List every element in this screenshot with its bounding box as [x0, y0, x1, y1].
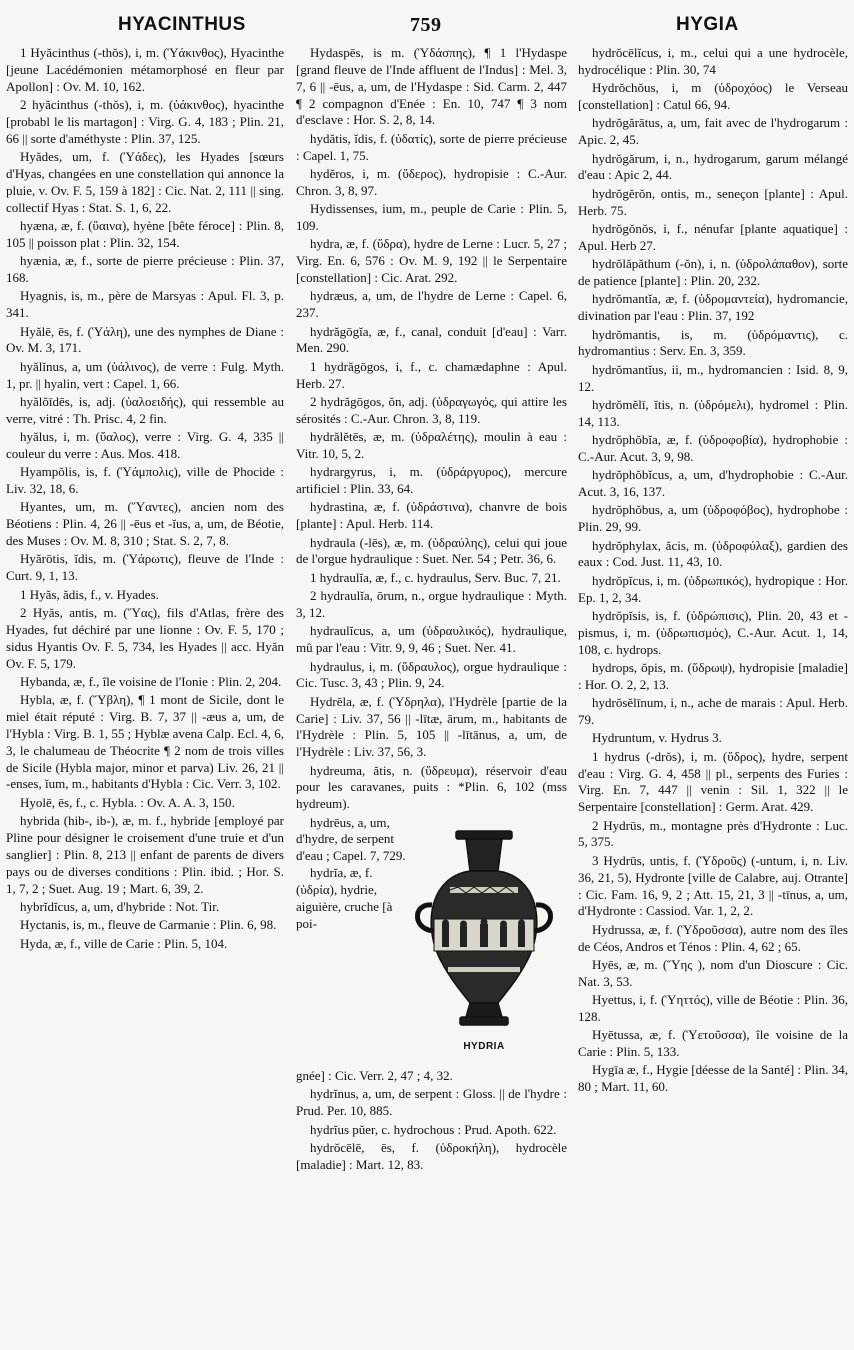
entry: hydrŏgŏnŏs, i, f., nénufar [plante aquatique] : Apul. Herb 27.: [578, 220, 848, 253]
entry: Hydruntum, v. Hydrus 3.: [592, 730, 722, 746]
entry: hydreuma, ătis, n. (ὕδρευμα), réservoir d'eau pour les caravanes, puits : *Plin. 6, 102 (mss hydreum).: [296, 762, 567, 812]
entry: hyălus, i, m. (ὕαλος), verre : Virg. G. 4, 335 || couleur du verre : Aus. Mos. 418.: [6, 429, 284, 461]
vase-caption: HYDRIA: [463, 1040, 505, 1052]
entry: 1 hydrăgōgos, i, f., c. chamædaphne : Apul. Herb. 27.: [296, 358, 567, 391]
entry: hydrargyrus, i, m. (ὑδράργυρος), mercure artificiel : Plin. 33, 64.: [296, 464, 567, 497]
entry: hydrŏsĕlīnum, i, n., ache de marais : Apul. Herb. 79.: [578, 695, 848, 728]
entry: hydrŏpĭcus, i, m. (ὑδρωπικός), hydropique : Hor. Ep. 1, 2, 34.: [578, 572, 848, 605]
entry: Hyădes, um, f. (Ὑάδες), les Hyades [sœurs d'Hyas, changées en une constellation qui annonce la pluie, v. Ov. F. 5, 159 à 182] : Cic. Nat. 2, 111 || sing. collectif Hyas : Stat. S. 1, 6, 22.: [6, 149, 284, 215]
entry: hydraulus, i, m. (ὕδραυλος), orgue hydraulique : Cic. Tusc. 3, 43 ; Plin. 9, 24.: [296, 658, 567, 691]
entry: 3 Hydrūs, untis, f. (Ὑδροῦς) (-untum, i, n. Liv. 36, 21, 5), Hydronte [ville de Calabre, auj. Otrante] : Cic. Fam. 16, 9, 2 ; Att. 15, 21, 3 || -tīnus, a, um, d'Hydronte : Cassiod. Var. 1, 2, 2.: [578, 852, 848, 919]
entry: hydrŏcēlē, ēs, f. (ὑδροκήλη), hydrocèle [maladie] : Mart. 12, 83.: [296, 1140, 567, 1172]
entry: Hybanda, æ, f., île voisine de l'Ionie : Plin. 2, 204.: [20, 673, 282, 689]
entry: hyălĭnus, a, um (ὑάλινος), de verre : Fulg. Myth. 1, pr. || hyalin, vert : Capel. 1, 66.: [6, 358, 284, 391]
entry: hydra, æ, f. (ὕδρα), hydre de Lerne : Lucr. 5, 27 ; Virg. En. 6, 576 : Ov. M. 9, 192 || le Serpentaire [constellation] : Cic. Arat. 292.: [296, 236, 567, 285]
entry: hybrida (hib-, ib-), æ, m. f., hybride [employé par Pline pour désigner le croisement d'une truie et d'un sanglier] : Plin. 8, 213 || enfant de parents de divers pays ou de diverses conditions : Plin. ibid. ; Hor. S. 1, 7, 2 ; Suet. Aug. 19 ; Mart. 6, 39, 2.: [6, 813, 284, 896]
entry: hydrŏphŏbus, a, um (ὑδροφόβος), hydrophobe : Plin. 29, 99.: [578, 502, 848, 535]
entry: Hydrŏchŏus, i, m (ὑδροχόος) le Verseau [constellation] : Catul 66, 94.: [578, 80, 848, 113]
entry: Hyctanis, is, m., fleuve de Carmanie : Plin. 6, 98.: [20, 917, 277, 933]
entry: hydrops, ŏpis, m. (ὕδρωψ), hydropisie [maladie] : Hor. O. 2, 2, 13.: [578, 660, 848, 692]
entry: hydræus, a, um, de l'hydre de Lerne : Capel. 6, 237.: [296, 288, 567, 321]
page-number: 759: [410, 14, 442, 36]
entry: hydrĭa, æ, f. (ὑδρία), hydrie, aiguière, cruche [à poi-: [296, 865, 393, 931]
entry: Hydrussa, æ, f. (Ὑδροῦσσα), autre nom des îles de Céos, Andros et Ténos : Plin. 4, 62 ; 65.: [578, 921, 848, 954]
header-left-word: HYACINTHUS: [118, 14, 246, 35]
entry: Hyărōtis, ĭdis, m. (Ὑάρωτις), fleuve de l'Inde : Curt. 9, 1, 13.: [6, 551, 284, 584]
entry: Hydaspēs, is m. (Ὑδάσπης), ¶ 1 l'Hydaspe [grand fleuve de l'Inde affluent de l'Indus] : Mel. 3, 7, 6 || -ēus, a, um, de l'Hydaspe : Sid. Carm. 2, 447 ¶ 2 compagnon d'Enée : En. 10, 747 ¶ 3 nom d'esclave : Hor. S. 2, 8, 14.: [296, 45, 567, 128]
entry: Hyda, æ, f., ville de Carie : Plin. 5, 104.: [20, 935, 228, 951]
entry: Hyēs, æ, m. (Ὕης ), nom d'un Dioscure : Cic. Nat. 3, 53.: [578, 956, 848, 989]
entry: hydrŏmĕlī, ĭtis, n. (ὑδρόμελι), hydromel : Plin. 14, 113.: [578, 396, 848, 429]
entry: gnée] : Cic. Verr. 2, 47 ; 4, 32.: [296, 1068, 453, 1084]
page-header: [0, 8, 854, 38]
entry: Hyettus, i, f. (Ὑηττός), ville de Béotie : Plin. 36, 128.: [578, 992, 848, 1024]
entry: Hydrēla, æ, f. (Ὑδρηλα), l'Hydrèle [partie de la Carie] : Liv. 37, 56 || -lītæ, ārum, m., habitants de l'Hydrèle : Plin. 5, 105 || -lītānus, a, um, de l'Hydrèle : Liv. 37, 56, 3.: [296, 693, 567, 760]
entry: hydătis, ĭdis, f. (ὑδατίς), sorte de pierre précieuse : Capel. 1, 75.: [296, 130, 567, 163]
entry: hyălŏīdēs, is, adj. (ὑαλοειδής), qui ressemble au verre, vitré : Th. Prisc. 4, 2 fin.: [6, 393, 284, 426]
entry: hydrŏmantĭus, ii, m., hydromancien : Isid. 8, 9, 12.: [578, 361, 848, 394]
entry: Hygīa æ, f., Hygie [déesse de la Santé] : Plin. 34, 80 ; Mart. 11, 60.: [578, 1062, 848, 1095]
hydria-text: [296, 815, 408, 933]
entry: 2 Hyăs, antis, m. (Ὕας), fils d'Atlas, frère des Hyades, fut déchiré par une lionne : Ov. F. 5, 170 ; sidus Hyantis Ov. F. 5, 734, les Hyades || acc. Hyăn Ov. F. 5, 179.: [6, 605, 284, 671]
entry: hydrăgōgĭa, æ, f., canal, conduit [d'eau] : Varr. Men. 290.: [296, 323, 567, 356]
entry: hydrēus, a, um, d'hydre, de serpent d'eau ; Capel. 7, 729.: [296, 814, 406, 864]
column-middle: [296, 45, 567, 1345]
entry: hydrŏgĕrŏn, ontis, m., seneçon [plante] : Apul. Herb. 75.: [578, 185, 848, 218]
entry: hydĕros, i, m. (ὕδερος), hydropisie : C.-Aur. Chron. 3, 8, 97.: [296, 165, 567, 198]
entry: 2 Hydrūs, m., montagne près d'Hydronte : Luc. 5, 375.: [578, 817, 848, 850]
hydria-vase-figure: [410, 827, 558, 1057]
entry: 1 Hyăcinthus (-thŏs), i, m. (Ὑάκινθος), Hyacinthe [jeune Lacédémonien métamorphosé en fleur par Apollon] : Ov. M. 10, 162.: [6, 45, 284, 94]
entry: hydraula (-lēs), æ, m. (ὑδραύλης), celui qui joue de l'orgue hydraulique : Suet. Ner. 54 ; Petr. 36, 6.: [296, 534, 567, 567]
entry: hyænia, æ, f., sorte de pierre précieuse : Plin. 37, 168.: [6, 253, 284, 285]
entry: 2 hydraulĭa, ōrum, n., orgue hydraulique : Myth. 3, 12.: [296, 588, 567, 620]
entry: hydrŏphŏbĭa, æ, f. (ὑδροφοβία), hydrophobie : C.-Aur. Acut. 3, 9, 98.: [578, 432, 848, 464]
entry: hydrŏphylax, ăcis, m. (ὑδροφύλαξ), gardien des eaux : Cod. Just. 11, 43, 10.: [578, 537, 848, 570]
column-left: [6, 45, 284, 1345]
entry: 2 hyăcinthus (-thŏs), i, m. (ὑάκινθος), hyacinthe [probabl le lis martagon] : Virg. G. 4, 183 ; Plin. 21, 66 || sorte d'améthyste : Plin. 37, 125.: [6, 97, 284, 146]
entry: hydrŏphŏbĭcus, a, um, d'hydrophobie : C.-Aur. Acut. 3, 16, 137.: [578, 467, 848, 500]
entry: hydrĭus pŭer, c. hydrochous : Prud. Apoth. 622.: [310, 1121, 557, 1137]
entry: Hyălē, ēs, f. (Ὑάλη), une des nymphes de Diane : Ov. M. 3, 171.: [6, 323, 284, 356]
entry: 2 hydrăgōgos, ŏn, adj. (ὑδραγωγός, qui attire les sérosités : C.-Aur. Chron. 3, 8, 119.: [296, 393, 567, 426]
entry: Hyantes, um, m. (Ὕαντες), ancien nom des Béotiens : Plin. 4, 26 || -ēus et -ĭus, a, um, de Béotie, des Muses : Ov. M. 8, 310 ; Stat. S. 2, 7, 8.: [6, 499, 284, 549]
entry: hydrŏmantis, is, m. (ὑδρόμαντις), c. hydromantius : Serv. En. 3, 359.: [578, 326, 848, 359]
entry: Hybla, æ, f. (Ὕβλη), ¶ 1 mont de Sicile, dont le miel était réputé : Virg. B. 7, 37 || -æus a, um, de l'Hybla : Virg. B. 1, 55 ; Hyblæ avena Calp. Ecl. 4, 6, 3, le chalumeau de Théocrite ¶ 2 nom de trois villes de Sicile (Hybla major, minor et parva) Liv. 26, 21 || -enses, ĭum, m., habitants d'Hybla : Cic. Verr. 3, 102.: [6, 692, 284, 792]
entry: hyæna, æ, f. (ὕαινα), hyène [bête féroce] : Plin. 8, 105 || poisson plat : Plin. 32, 154.: [6, 217, 284, 250]
entry: Hydissenses, ium, m., peuple de Carie : Plin. 5, 109.: [296, 201, 567, 233]
entry: 1 hydrus (-drŏs), i, m. (ὕδρος), hydre, serpent d'eau : Virg. G. 4, 458 || pl., serpents des Furies : Virg. En. 7, 447 || venin : Sil. 1, 322 || le Serpentaire [constellation] : Germ. Arat. 429.: [578, 748, 848, 815]
entry: hydraulĭcus, a, um (ὑδραυλικός), hydraulique, mû par l'eau : Vitr. 9, 9, 46 ; Suet. Ner. 41.: [296, 623, 567, 656]
entry: hybrĭdĭcus, a, um, d'hybride : Not. Tir.: [20, 898, 220, 914]
entry: 1 hydraulĭa, æ, f., c. hydraulus, Serv. Buc. 7, 21.: [310, 569, 561, 585]
entry: 1 Hyăs, ădis, f., v. Hyades.: [20, 586, 159, 602]
entry: hydrŏgărum, i, n., hydrogarum, garum mélangé d'eau : Apic 2, 44.: [578, 150, 848, 183]
hydria-illustration-block: [296, 815, 567, 1067]
entry: hydrastina, æ, f. (ὑδράστινα), chanvre de bois [plante] : Apul. Herb. 114.: [296, 499, 567, 532]
entry: hydrŏlăpăthum (-ŏn), i, n. (ὑδρολάπαθον), sorte de patience [plante] : Plin. 20, 232.: [578, 256, 848, 288]
entry: hydrŏpĭsis, is, f. (ὑδρώπισις), Plin. 20, 43 et -pismus, i, m. (ὑδρωπισμός), C.-Aur. Acut. 1, 14, 108, c. hydrops.: [578, 608, 848, 657]
entry: Hyagnis, is, m., père de Marsyas : Apul. Fl. 3, p. 341.: [6, 288, 284, 321]
hydria-vase-icon: [410, 827, 558, 1039]
column-right: [578, 45, 848, 1345]
header-right-word: HYGIA: [676, 14, 739, 35]
entry: hydrŏgărātus, a, um, fait avec de l'hydrogarum : Apic. 2, 45.: [578, 115, 848, 148]
entry: hydrălĕtēs, æ, m. (ὑδραλέτης), moulin à eau : Vitr. 10, 5, 2.: [296, 429, 567, 461]
entry: hydrĭnus, a, um, de serpent : Gloss. || de l'hydre : Prud. Per. 10, 885.: [296, 1086, 567, 1119]
entry: hydrŏmantĭa, æ, f. (ὑδρομαντεία), hydromancie, divination par l'eau : Plin. 37, 192: [578, 291, 848, 324]
entry: Hyampŏlis, is, f. (Ὑάμπολις), ville de Phocide : Liv. 32, 18, 6.: [6, 464, 284, 497]
entry: Hyētussa, æ, f. (Ὑετοῦσσα), île voisine de la Carie : Plin. 5, 133.: [578, 1027, 848, 1060]
entry: Hyolē, ēs, f., c. Hybla. : Ov. A. A. 3, 150.: [20, 794, 235, 810]
entry: hydrŏcēlĭcus, i, m., celui qui a une hydrocèle, hydrocélique : Plin. 30, 74: [578, 45, 848, 77]
